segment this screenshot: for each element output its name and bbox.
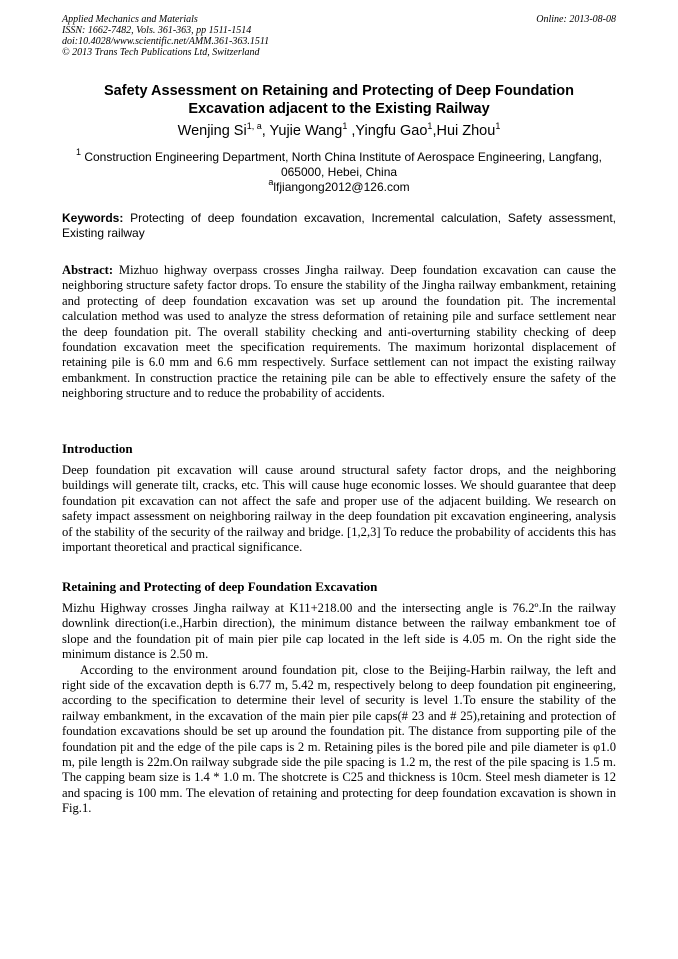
affiliation-text: Construction Engineering Department, North China Institute of Aerospace Engineering, Langfang,: [81, 150, 602, 164]
keywords: [62, 211, 616, 241]
author-name: Hui Zhou: [436, 123, 496, 139]
retaining-section: [62, 601, 616, 817]
copyright-line: © 2013 Trans Tech Publications Ltd, Switzerland: [62, 47, 260, 58]
affiliation-line-1: [62, 147, 616, 165]
keywords-label: Keywords:: [62, 211, 124, 225]
author-email[interactable]: lfjiangong2012@126.com: [273, 179, 410, 194]
keywords-text: Protecting of deep foundation excavation, Incremental calculation, Safety assessment, Existing railway: [62, 211, 616, 240]
title-line-2: Excavation adjacent to the Existing Railway: [188, 101, 490, 117]
author-affiliation-mark: 1: [427, 121, 433, 131]
author-affiliation-mark: 1: [342, 121, 348, 131]
introduction-heading: Introduction: [62, 441, 133, 456]
author-separator: ,: [261, 123, 270, 139]
abstract-label: Abstract:: [62, 263, 114, 277]
author-separator: ,: [347, 123, 356, 139]
author-affiliation-mark: 1, a: [246, 121, 262, 131]
author-email-line: [62, 176, 616, 195]
abstract-text: Mizhuo highway overpass crosses Jingha railway. Deep foundation excavation can cause the neighboring structure safety factor drops. To ensure the stability of the Jingha railway embankment, retaining and protecting of deep foundation excavation was set up around the foundation pit. The incremental calculation method was used to analyze the stress deformation of retaining pile and surface settlement near the deep foundation pit. The overall stability checking and anti-overturning stability checking of deep foundation excavation meet the specification requirements. The maximum horizontal displacement of retaining pile is 6.0 mm and 6.6 mm respectively. Surface settlement can not impact the existing railway embankment. In construction practice the retaining pile can be able to effectively ensure the safety of the neighboring structure and to reduce the probability of accidents.: [62, 263, 616, 401]
author-name: Yujie Wang: [269, 123, 343, 139]
author-name: Yingfu Gao: [355, 123, 428, 139]
author-separator: ,: [432, 123, 437, 139]
affiliation: [62, 147, 616, 194]
author-affiliation-mark: 1: [495, 121, 501, 131]
introduction-text: Deep foundation pit excavation will cause around structural safety factor drops, and the neighboring buildings will generate tilt, cracks, etc. This will cause huge economic losses. We should guarantee that deep foundation pit excavation can not affect the safe and proper use of the adjacent building. We research on safety impact assessment on neighboring railway in the deep foundation pit excavation engineering, analysis of the stability of the security of the railway and bridge. [1,2,3] To reduce the probability of accidents this has important theoretical and practical significance.: [62, 463, 616, 555]
affiliation-mark: 1: [75, 147, 81, 157]
author-name: Wenjing Si: [177, 123, 247, 139]
retaining-paragraph-2: According to the environment around foundation pit, close to the Beijing-Harbin railway, the left and right side of the excavation depth is 6.77 m, 5.42 m, respectively belong to deep foundation pit engineering, according to the specification to determine their level of security is level 1.To ensure the stability of the railway embankment, in the excavation of the main pier pile caps(# 23 and # 25),retaining and protection of foundation excavations should be set up around the foundation pit. The distance from supporting pile of the foundation pit and the edge of the pile caps is 2 m. Retaining piles is the bored pile and pile diameter is φ1.0 m, pile length is 22m.On railway subgrade side the pile spacing is 1.2 m, the rest of the pile spacing is 1.5 m. The capping beam size is 1.4 * 1.0 m. The shotcrete is C25 and thickness is 10cm. Steel mesh diameter is 12 and spacing is 100 mm. The elevation of retaining and protecting for deep foundation excavation is shown in Fig.1.: [62, 662, 616, 816]
journal-header: [62, 14, 616, 58]
paper-title: [62, 82, 616, 118]
journal-name: Applied Mechanics and Materials: [62, 14, 198, 25]
retaining-heading: Retaining and Protecting of deep Foundation Excavation: [62, 579, 378, 594]
online-date: Online: 2013-08-08: [536, 14, 616, 25]
title-line-1: Safety Assessment on Retaining and Protecting of Deep Foundation: [104, 83, 574, 99]
author-list: [62, 122, 616, 140]
retaining-paragraph-1: Mizhu Highway crosses Jingha railway at K11+218.00 and the intersecting angle is 76.2º.In the railway downlink direction(i.e.,Harbin direction), the minimum distance between the railway embankment toe of slope and the foundation pit of main pier pile cap located in the left side is 4.05 m. On the right side the minimum distance is 2.50 m.: [62, 601, 616, 662]
abstract: [62, 263, 616, 402]
email-mark: a: [268, 176, 274, 187]
doi-line: doi:10.4028/www.scientific.net/AMM.361-363.1511: [62, 36, 270, 47]
affiliation-line-2: 065000, Hebei, China: [280, 164, 398, 179]
issn-line: ISSN: 1662-7482, Vols. 361-363, pp 1511-1514: [62, 25, 252, 36]
